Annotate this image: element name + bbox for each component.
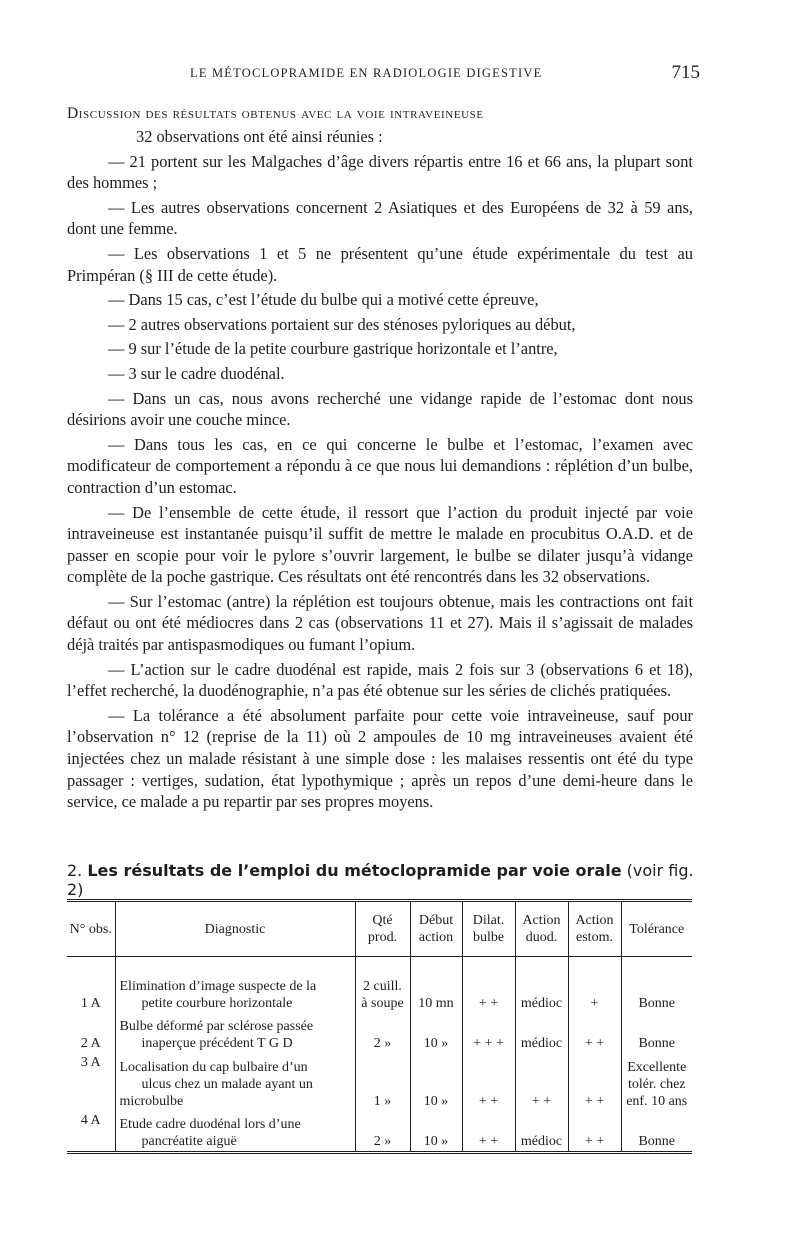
subsection-title: Les résultats de l’emploi du métoclopramide par voie orale xyxy=(87,861,622,880)
cell-estom: + + xyxy=(568,1013,621,1053)
paragraph: — Dans tous les cas, en ce qui concerne le bulbe et l’estomac, l’examen avec modificateur de comportement a répondu à ce que nous lui demandions : réplétion d’un bulbe, contraction d’un estomac. xyxy=(67,434,693,497)
running-title: LE MÉTOCLOPRAMIDE EN RADIOLOGIE DIGESTIVE xyxy=(190,66,543,80)
header-duod: Action duod. xyxy=(515,901,568,957)
header-qte: Qté prod. xyxy=(355,901,410,957)
cell-dilat: + + xyxy=(462,971,515,1013)
cell-num: 2 A xyxy=(80,1036,101,1051)
subsection-number: 2. xyxy=(67,861,83,880)
qte-line: à soupe xyxy=(361,996,404,1011)
table-row xyxy=(67,1013,692,1053)
section-heading: Discussion des résultats obtenus avec la voie intraveineuse xyxy=(67,105,484,122)
header-debut: Début action xyxy=(410,901,462,957)
table-header-row xyxy=(67,901,692,957)
cell-diagnostic xyxy=(115,1053,355,1111)
diagnostic-line: Bulbe déformé par sclérose passée xyxy=(119,1019,314,1034)
paragraph: — De l’ensemble de cette étude, il ressort que l’action du produit injecté par voie intraveineuse est instantanée puisqu’il suffit de mettre le malade en procubitus O.A.D. et de passer en scopie pour voir le pylore s’ouvrir largement, le bulbe se dilater jusqu’à vidange complète de la poche gastrique. Ces résultats ont été rencontrés dans les 32 observations. xyxy=(67,502,693,587)
cell-tolerance xyxy=(621,1053,692,1111)
cell-qte: 1 » xyxy=(355,1053,410,1111)
diagnostic-line: Etude cadre duodénal lors d’une xyxy=(119,1117,301,1132)
cell-dilat: + + xyxy=(462,1111,515,1153)
results-table xyxy=(67,899,692,1154)
cell-debut: 10 mn xyxy=(410,971,462,1013)
diagnostic-line: inaperçue précédent T G D xyxy=(141,1036,293,1051)
header-estom: Action estom. xyxy=(568,901,621,957)
diagnostic-line: ulcus chez un malade ayant un xyxy=(141,1077,313,1092)
cell-debut: 10 » xyxy=(410,1111,462,1153)
cell-qte xyxy=(355,971,410,1013)
diagnostic-line: microbulbe xyxy=(119,1094,184,1109)
cell-num: 4 A xyxy=(80,1113,101,1128)
cell-diagnostic xyxy=(115,971,355,1013)
cell-tolerance: Bonne xyxy=(621,1013,692,1053)
tolerance-line: tolér. chez xyxy=(627,1077,686,1092)
cell-debut: 10 » xyxy=(410,1053,462,1111)
subsection-note: (voir fig. 2) xyxy=(67,861,694,899)
diagnostic-line: petite courbure horizontale xyxy=(141,996,293,1011)
header-diagnostic: Diagnostic xyxy=(115,901,355,957)
paragraph: — 2 autres observations portaient sur des sténoses pyloriques au début, xyxy=(108,314,576,334)
paragraph: — 9 sur l’étude de la petite courbure gastrique horizontale et l’antre, xyxy=(108,339,558,359)
paragraph: — L’action sur le cadre duodénal est rapide, mais 2 fois sur 3 (observations 6 et 18), l’effet recherché, la duodénographie, n’a pas été obtenue sur les séries de clichés pratiquées. xyxy=(67,659,693,701)
cell-debut: 10 » xyxy=(410,1013,462,1053)
paragraph: — 3 sur le cadre duodénal. xyxy=(108,363,285,383)
diagnostic-line: Localisation du cap bulbaire d’un xyxy=(119,1060,308,1075)
table-row xyxy=(67,1111,692,1153)
cell-dilat: + + + xyxy=(462,1013,515,1053)
diagnostic-line: Elimination d’image suspecte de la xyxy=(119,979,317,994)
cell-duod: + + xyxy=(515,1053,568,1111)
cell-duod: médioc xyxy=(515,971,568,1013)
table-spacer xyxy=(67,957,692,972)
paragraph: — Les autres observations concernent 2 Asiatiques et des Européens de 32 à 59 ans, dont une femme. xyxy=(67,197,693,239)
cell-estom: + + xyxy=(568,1111,621,1153)
body-text xyxy=(67,126,693,816)
cell-qte: 2 » xyxy=(355,1013,410,1053)
subsection-heading xyxy=(67,861,707,899)
header-dilat: Dilat. bulbe xyxy=(462,901,515,957)
cell-estom: + xyxy=(568,971,621,1013)
diagnostic-line: pancréatite aiguë xyxy=(141,1134,237,1149)
tolerance-line: enf. 10 ans xyxy=(626,1094,688,1109)
cell-num: 1 A xyxy=(80,996,101,1011)
table-row xyxy=(67,1053,692,1111)
cell-num: 3 A xyxy=(80,1055,101,1070)
header-tolerance: Tolérance xyxy=(621,901,692,957)
paragraph: — Dans un cas, nous avons recherché une vidange rapide de l’estomac dont nous désirions avoir une couche mince. xyxy=(67,388,693,430)
cell-diagnostic xyxy=(115,1013,355,1053)
cell-dilat: + + xyxy=(462,1053,515,1111)
paragraph: — Les observations 1 et 5 ne présentent qu’une étude expérimentale du test au Primpéran (§ III de cette étude). xyxy=(67,243,693,285)
cell-duod: médioc xyxy=(515,1013,568,1053)
paragraph: — Dans 15 cas, c’est l’étude du bulbe qui a motivé cette épreuve, xyxy=(108,290,539,310)
qte-line: 2 cuill. xyxy=(363,979,402,994)
cell-duod: médioc xyxy=(515,1111,568,1153)
paragraph: — La tolérance a été absolument parfaite pour cette voie intraveineuse, sauf pour l’observation n° 12 (reprise de la 11) où 2 ampoules de 10 mg intraveineuses avaient été injectées chez un malade résistant à une simple dose : les malaises ressentis ont été du type passager : vertiges, sudation, état lypothymique ; après un repos d’une demi-heure dans le service, ce malade a pu repartir par ses propres moyens. xyxy=(67,705,693,812)
cell-qte: 2 » xyxy=(355,1111,410,1153)
cell-diagnostic xyxy=(115,1111,355,1153)
paragraph: — Sur l’estomac (antre) la réplétion est toujours obtenue, mais les contractions ont fait défaut ou ont été médiocres dans 2 cas (observations 11 et 27). Mais il s’agissait de malades déjà traités par antispasmodiques ou fumant l’opium. xyxy=(67,591,693,655)
header-num: N° obs. xyxy=(67,901,115,957)
paragraph: — 21 portent sur les Malgaches d’âge divers répartis entre 16 et 66 ans, la plupart sont des hommes ; xyxy=(67,151,693,193)
cell-estom: + + xyxy=(568,1053,621,1111)
cell-tolerance: Bonne xyxy=(621,1111,692,1153)
tolerance-line: Excellente xyxy=(627,1060,687,1075)
cell-tolerance: Bonne xyxy=(621,971,692,1013)
table-row xyxy=(67,971,692,1013)
paragraph: 32 observations ont été ainsi réunies : xyxy=(136,127,383,146)
page-number: 715 xyxy=(671,62,700,83)
